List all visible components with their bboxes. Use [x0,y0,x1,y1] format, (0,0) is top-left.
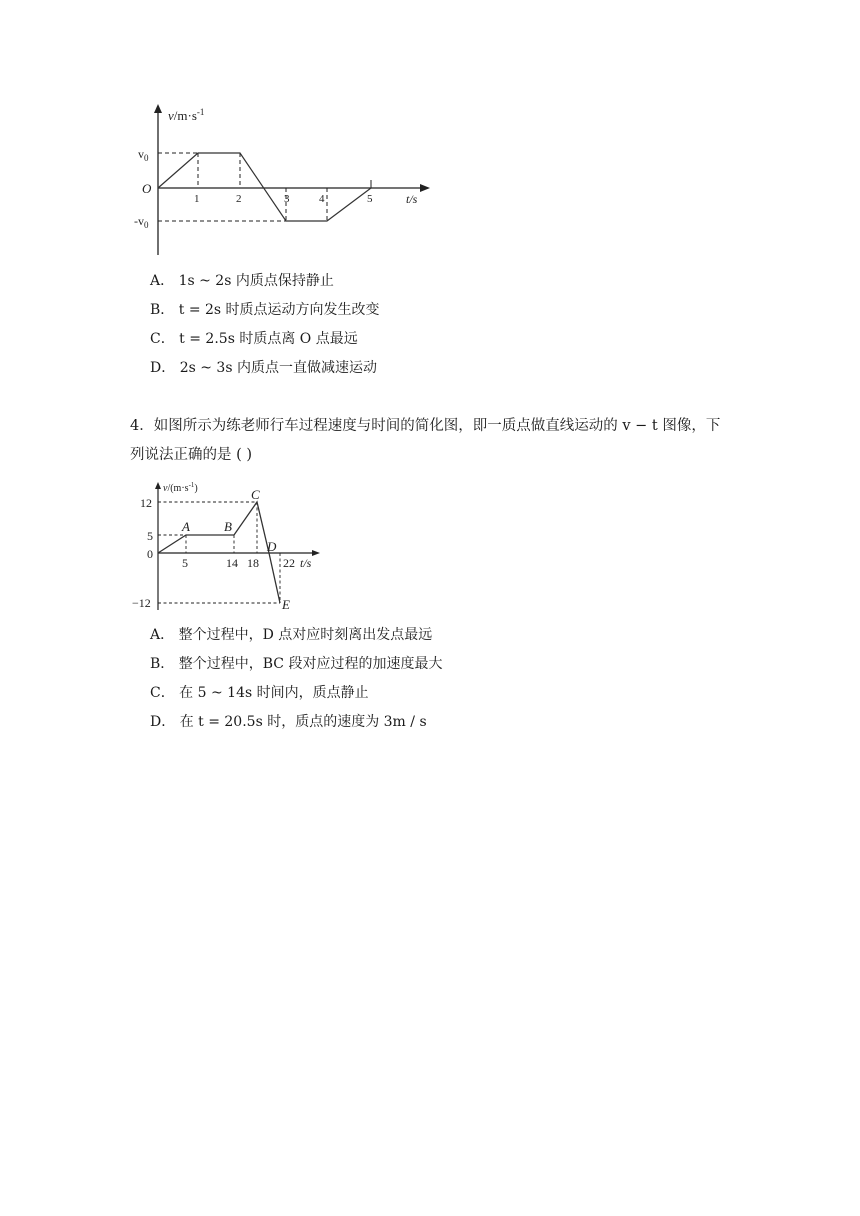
fig1-tick-label-4: 4 [319,193,325,205]
fig2-x-arrow [312,550,320,556]
q3-option-c[interactable]: C． t = 2.5s 时质点离 O 点最远 [150,331,358,347]
q4-option-a[interactable]: A． 整个过程中，D 点对应时刻离出发点最远 [150,627,433,643]
fig2-xtick-5: 5 [182,556,188,570]
q4-option-c[interactable]: C． 在 5 ~ 14s 时间内，质点静止 [150,685,369,701]
fig1-tick-label-5: 5 [367,193,373,205]
fig2-ytick-12: 12 [140,496,152,510]
fig1-y-arrow [154,104,162,113]
fig1-y-axis-label: $v/m\cdot s^{-1}$ [168,107,205,123]
fig2-xtick-14: 14 [226,556,238,570]
fig2-x-axis-label: t/s [300,556,312,570]
fig2-point-e: E [282,597,290,612]
q4-stem-line-1: 4．如图所示为练老师行车过程速度与时间的简化图，即一质点做直线运动的 v − t 图像，下 [130,418,721,434]
q3-option-b[interactable]: B． t = 2s 时质点运动方向发生改变 [150,302,380,318]
fig2-point-d: D [267,539,277,554]
figure-1-vt-graph [130,100,440,260]
fig2-ytick-0: 0 [147,547,153,561]
fig2-point-a: A [182,519,190,534]
fig1-origin-label: O [142,181,152,196]
figure-2-vt-graph [130,478,330,614]
fig2-xtick-22: 22 [283,556,295,570]
q4-option-b[interactable]: B． 整个过程中，BC 段对应过程的加速度最大 [150,656,443,672]
fig2-ytick-5: 5 [147,529,153,543]
fig1-tick-label-1: 1 [194,193,200,205]
fig1-x-axis-label: t/s [406,192,418,206]
q3-option-a[interactable]: A． 1s ~ 2s 内质点保持静止 [150,273,334,289]
fig2-point-c: C [251,487,260,502]
q3-option-d[interactable]: D． 2s ~ 3s 内质点一直做减速运动 [150,360,377,376]
fig2-y-axis-label: $v/(m\cdot s^{-1})$ [163,481,198,494]
q4-option-d[interactable]: D． 在 t = 20.5s 时，质点的速度为 3m / s [150,714,427,730]
fig2-y-arrow [155,482,161,489]
fig1-v0-label: $v_0$ [138,147,149,163]
q4-stem-line-2: 列说法正确的是 ( ) [130,447,253,463]
fig1-x-arrow [420,184,430,192]
fig1-neg-v0-label: $-v_0$ [134,214,149,230]
fig1-tick-label-3: 3 [284,193,290,205]
fig2-xtick-18: 18 [247,556,259,570]
fig2-point-b: B [224,519,232,534]
fig2-ytick-neg12: −12 [132,596,151,610]
fig1-tick-label-2: 2 [236,193,242,205]
fig1-velocity-curve [158,153,371,221]
fig1-y-axis-exponent: -1 [196,107,205,117]
